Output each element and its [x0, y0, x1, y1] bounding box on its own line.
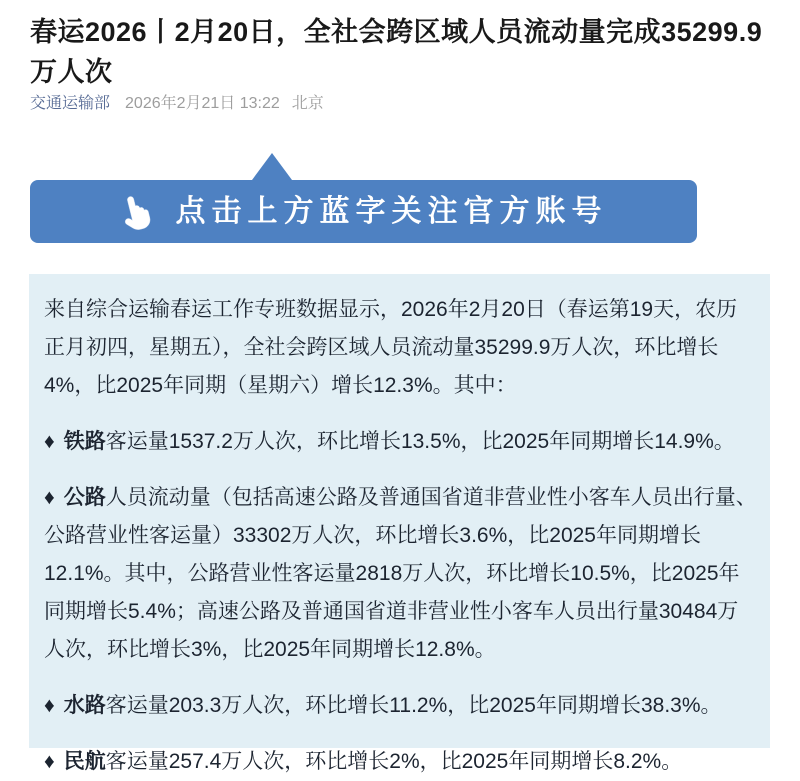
intro-paragraph: 来自综合运输春运工作专班数据显示，2026年2月20日（春运第19天，农历正月初四，星期五），全社会跨区域人员流动量35299.9万人次，环比增长4%，比2025年同期（星期六）增长12.3%。其中： [44, 298, 738, 397]
follow-banner[interactable] [30, 180, 697, 243]
hand-pointer-icon [115, 190, 153, 234]
author-link[interactable]: 交通运输部 [30, 95, 111, 112]
bullet-item [44, 743, 758, 781]
bullet-term: 水路 [63, 694, 106, 717]
bullet-text: 客运量1537.2万人次，环比增长13.5%，比2025年同期增长14.9%。 [105, 430, 735, 453]
banner-pointer-triangle [252, 153, 292, 180]
diamond-bullet-icon: ♦ [44, 430, 55, 453]
diamond-bullet-icon: ♦ [44, 486, 55, 509]
article-body [29, 274, 770, 773]
byline [30, 93, 324, 115]
bullet-term: 民航 [63, 750, 106, 773]
bullet-text: 客运量203.3万人次，环比增长11.2%，比2025年同期增长38.3%。 [105, 694, 722, 717]
bullet-text: 客运量257.4万人次，环比增长2%，比2025年同期增长8.2%。 [105, 750, 683, 773]
diamond-bullet-icon: ♦ [44, 694, 55, 717]
publish-location: 北京 [291, 95, 324, 112]
bullet-text: 人员流动量（包括高速公路及普通国省道非营业性小客车人员出行量、公路营业性客运量）33302万人次，环比增长3.6%，比2025年同期增长12.1%。其中，公路营业性客运量2818万人次，环比增长10.5%，比2025年同期增长5.4%；高速公路及普通国省道非营业性小客车人员出行量30484万人次，环比增长3%，比2025年同期增长12.8%。 [44, 486, 757, 661]
bullet-item [44, 423, 758, 461]
bullet-term: 铁路 [63, 430, 106, 453]
bullet-term: 公路 [63, 486, 106, 509]
bullet-item [44, 687, 758, 725]
banner-label: 点击上方蓝字关注官方账号 [175, 195, 608, 228]
bullet-list [44, 423, 758, 781]
article-title: 春运2026丨2月20日，全社会跨区域人员流动量完成35299.9万人次 [30, 17, 763, 87]
publish-datetime: 2026年2月21日 13:22 [125, 95, 280, 112]
diamond-bullet-icon: ♦ [44, 750, 55, 773]
bullet-item [44, 479, 758, 669]
